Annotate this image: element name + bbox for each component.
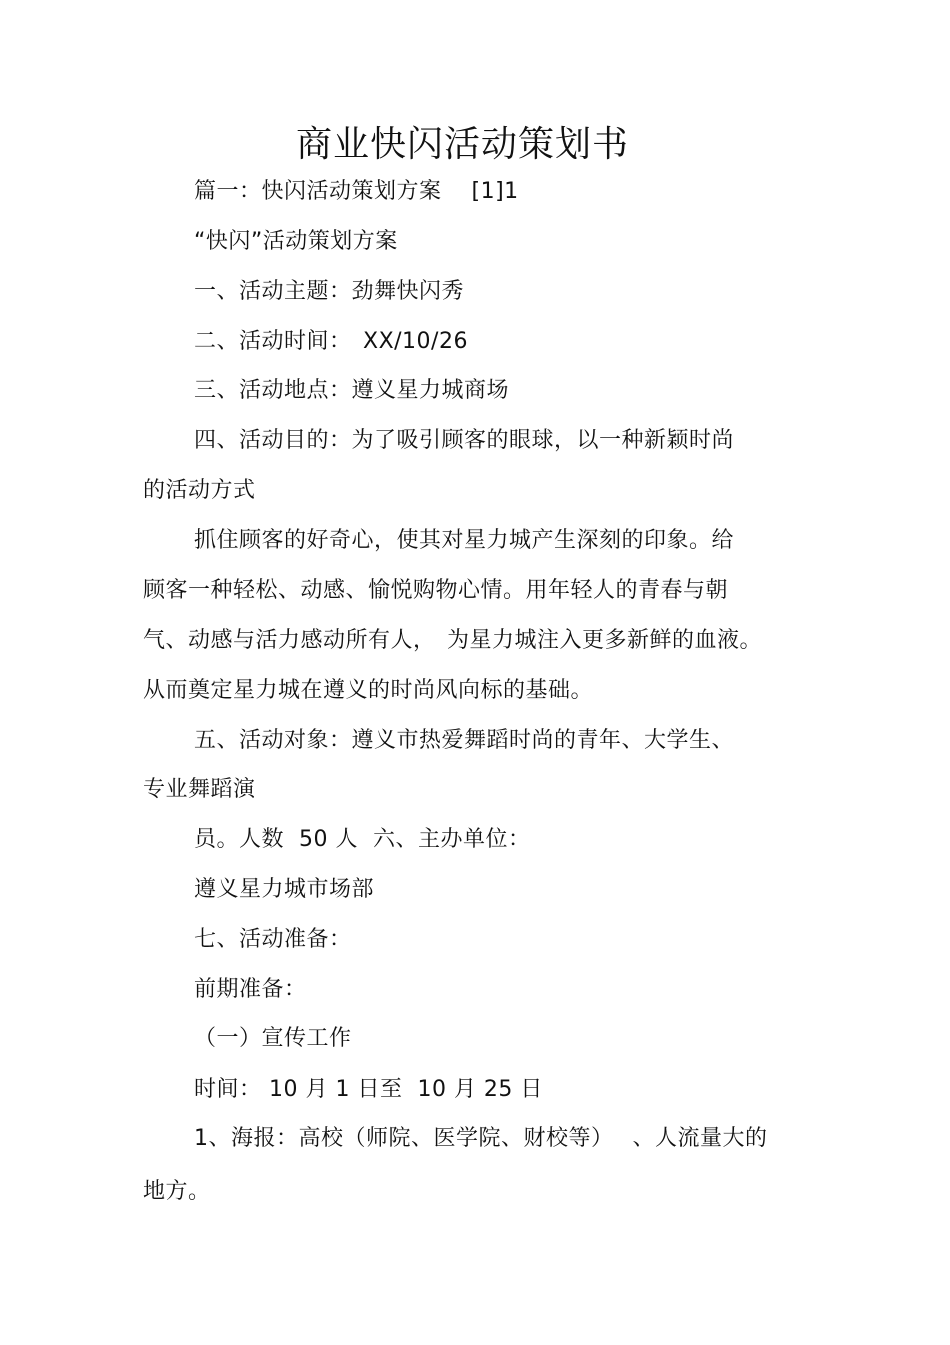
text-line: 五、活动对象：遵义市热爱舞蹈时尚的青年、大学生、 [194, 728, 735, 753]
text-line: “快闪”活动策划方案 [194, 229, 398, 254]
text-line: 二、活动时间： XX/10/26 [194, 329, 468, 354]
text-line: 的活动方式 [143, 478, 256, 503]
text-line: 篇一：快闪活动策划方案 [1]1 [194, 179, 519, 204]
text-line: 从而奠定星力城在遵义的时尚风向标的基础。 [143, 678, 594, 703]
text-line: 前期准备： [194, 977, 307, 1002]
text-line: 抓住顾客的好奇心，使其对星力城产生深刻的印象。给 [194, 528, 735, 553]
text-line: 七、活动准备： [194, 927, 352, 952]
text-line: 时间： 10 月 1 日至 10 月 25 日 [194, 1077, 543, 1102]
text-line: （一）宣传工作 [194, 1026, 352, 1051]
text-line: 四、活动目的：为了吸引顾客的眼球，以一种新颖时尚 [194, 428, 735, 453]
text-line: 1、海报：高校（师院、医学院、财校等） 、人流量大的 [194, 1126, 768, 1151]
text-line: 地方。 [143, 1179, 211, 1204]
text-line: 遵义星力城市场部 [194, 877, 375, 902]
text-line: 气、动感与活力感动所有人， 为星力城注入更多新鲜的血液。 [143, 628, 763, 653]
text-line: 员。人数 50 人 六、主办单位： [194, 827, 531, 852]
text-line: 三、活动地点：遵义星力城商场 [194, 378, 510, 403]
text-line: 顾客一种轻松、动感、愉悦购物心情。用年轻人的青春与朝 [143, 578, 729, 603]
text-line: 一、活动主题：劲舞快闪秀 [194, 279, 465, 304]
text-line: 专业舞蹈演 [143, 777, 256, 802]
document-title: 商业快闪活动策划书 [295, 124, 629, 165]
